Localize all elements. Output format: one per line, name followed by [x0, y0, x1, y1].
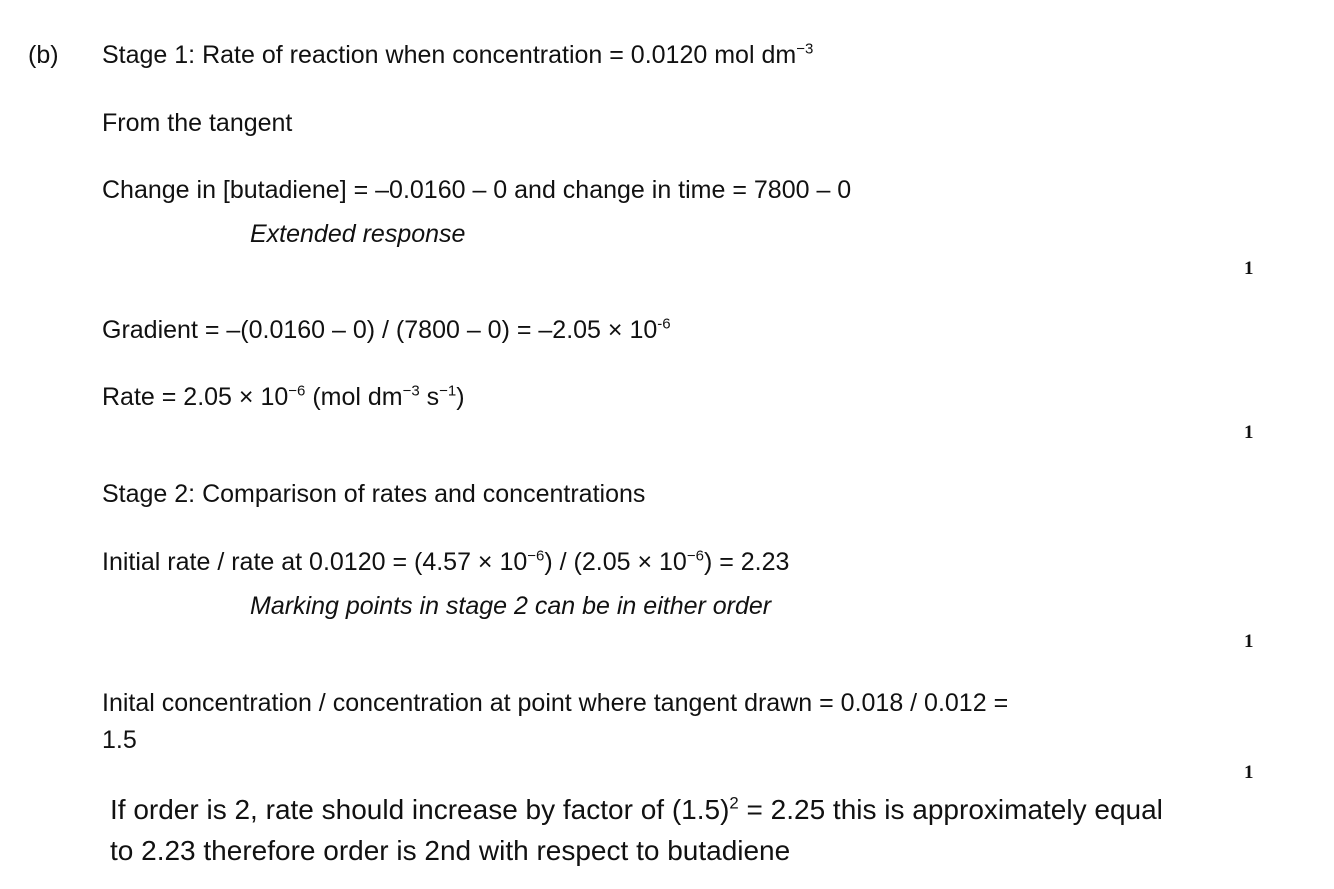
rate-sup-2: −3 [402, 382, 420, 400]
mark-2: 1 [1244, 422, 1254, 443]
ratio-line [102, 547, 789, 577]
stage1-heading-sup: −3 [796, 40, 814, 58]
change-line: Change in [butadiene] = –0.0160 – 0 and change in time = 7800 – 0 [102, 176, 852, 204]
mark-3: 1 [1244, 631, 1254, 652]
order-sup: 2 [729, 793, 739, 813]
ratio-text-a: Initial rate / rate at 0.0120 = (4.57 × 10 [102, 548, 528, 576]
rate-text-b: (mol dm [305, 383, 403, 411]
order-line-1 [110, 793, 1163, 827]
from-tangent-text: From the tangent [102, 109, 293, 137]
mark-1: 1 [1244, 258, 1254, 279]
stage1-heading [102, 40, 813, 70]
marking-order-note: Marking points in stage 2 can be in either order [250, 592, 772, 620]
gradient-line [102, 315, 671, 345]
rate-text-c: s [419, 383, 440, 411]
order-text-b: = 2.25 this is approximately equal [738, 794, 1163, 825]
concentration-line-1: Inital concentration / concentration at point where tangent drawn = 0.018 / 0.012 = [102, 689, 1009, 717]
order-text-a: If order is 2, rate should increase by factor of (1.5) [110, 794, 730, 825]
ratio-text-b: ) / (2.05 × 10 [544, 548, 687, 576]
rate-sup-3: −1 [439, 382, 457, 400]
order-line-2: to 2.23 therefore order is 2nd with respect to butadiene [110, 835, 791, 866]
rate-text-d: ) [456, 383, 465, 411]
concentration-line-2: 1.5 [102, 726, 137, 754]
ratio-sup-2: −6 [686, 547, 704, 565]
gradient-text: Gradient = –(0.0160 – 0) / (7800 – 0) = –2.05 × 10 [102, 316, 658, 344]
rate-text-a: Rate = 2.05 × 10 [102, 383, 289, 411]
ratio-sup-1: −6 [527, 547, 545, 565]
mark-4: 1 [1244, 762, 1254, 783]
ratio-text-c: ) = 2.23 [703, 548, 790, 576]
gradient-sup: -6 [657, 315, 671, 333]
stage1-heading-text: Stage 1: Rate of reaction when concentration = 0.0120 mol dm [102, 41, 797, 69]
rate-sup-1: −6 [288, 382, 306, 400]
part-label: (b) [28, 41, 59, 69]
rate-line [102, 382, 465, 412]
stage2-heading: Stage 2: Comparison of rates and concentrations [102, 480, 646, 508]
extended-response-note: Extended response [250, 220, 466, 248]
